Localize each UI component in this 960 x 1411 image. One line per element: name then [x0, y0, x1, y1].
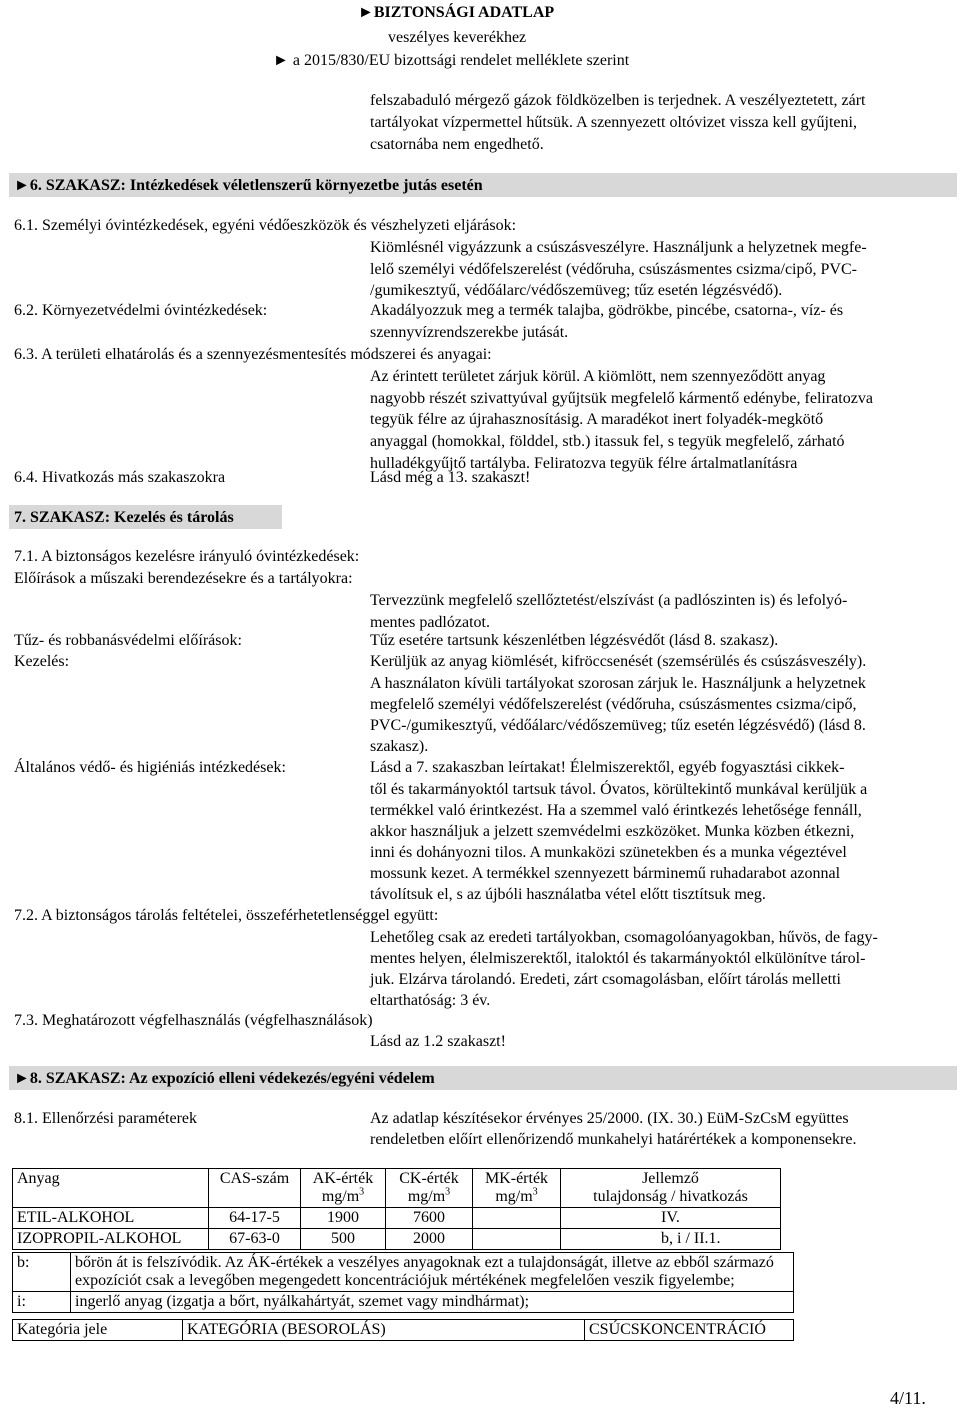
note-text: ingerlő anyag (izgatja a bőrt, nyálkahártyát, szemet vagy mindhármat);: [71, 1292, 794, 1313]
p61-line-3: /gumikesztyű, védőálarc/védőszemüveg; tűz esetén légzésvédő).: [370, 282, 783, 299]
hygiene-line-1: Lásd a 7. szakaszban leírtakat! Élelmiszerektől, egyéb fogyasztási cikkek-: [370, 759, 845, 776]
cell-ref: IV.: [561, 1208, 781, 1229]
fire-label: Tűz- és robbanásvédelmi előírások:: [14, 632, 242, 649]
hygiene-line-6: mossunk kezet. A termékkel szennyezett bárminemű ruhadarabot azonnal: [370, 865, 841, 882]
header-title: ►BIZTONSÁGI ADATLAP: [358, 4, 555, 21]
header-subtitle: veszélyes keverékhez: [388, 29, 527, 46]
category-table: [12, 1319, 794, 1341]
header-regulation: ► a 2015/830/EU bizottsági rendelet melléklete szerint: [273, 52, 630, 69]
th-mk: MK-érték $mg/m^3$: [473, 1169, 561, 1208]
p63-line-2: nagyobb részét szivattyúval gyűjtsük megfelelő kármentő edénybe, feliratozva: [370, 390, 873, 407]
category-label: Kategória jele: [13, 1320, 183, 1341]
handling-line-1: Kerüljük az anyag kiömlését, kifröccsenését (szemsérülés és csúszásveszély).: [370, 653, 867, 670]
section-6-title: ►6. SZAKASZ: Intézkedések véletlenszerű környezetbe jutás esetén: [14, 177, 483, 194]
p63-line-3: tegyük félre az újrahasznosításig. A maradékot inert folyadék-megkötő: [370, 411, 824, 428]
p72-label: 7.2. A biztonságos tárolás feltételei, összeférhetetlenséggel együtt:: [14, 907, 439, 924]
hygiene-label: Általános védő- és higiéniás intézkedések:: [14, 759, 286, 776]
note-key: b:: [13, 1253, 71, 1292]
category-row: [13, 1320, 794, 1341]
s5-line-3: csatornába nem engedhető.: [370, 136, 544, 153]
handling-label: Kezelés:: [14, 653, 70, 670]
th-cas: CAS-szám: [209, 1169, 301, 1208]
note-text: bőrön át is felszívódik. Az ÁK-értékek a veszélyes anyagoknak ezt a tulajdonságát, illetve az ebből származó expozíciót csak a levegőben megengedett koncentrációjuk mértékének megfelelően veszik figyelembe;: [71, 1253, 794, 1292]
cell-mk: [473, 1229, 561, 1250]
equip-label: Előírások a műszaki berendezésekre és a tartályokra:: [14, 570, 353, 587]
hygiene-line-2: től és takarmányoktól tartsuk távol. Óvatos, körültekintő munkával kerüljük a: [370, 781, 868, 798]
p72-line-4: eltarthatóság: 3 év.: [370, 992, 491, 1009]
note-key: i:: [13, 1292, 71, 1313]
table-row: [13, 1229, 781, 1250]
p63-line-4: anyaggal (homokkal, földdel, stb.) itassuk fel, s tegyük megfelelő, zárható: [370, 433, 845, 450]
equip-line-1: Tervezzünk megfelelő szellőztetést/elszívást (a padlószinten is) és lefolyó-: [370, 592, 848, 609]
section-7-title: 7. SZAKASZ: Kezelés és tárolás: [14, 509, 234, 526]
cell-cas: 64-17-5: [209, 1208, 301, 1229]
p72-line-1: Lehetőleg csak az eredeti tartályokban, csomagolóanyagokban, hűvös, de fagy-: [370, 929, 878, 946]
p62-label: 6.2. Környezetvédelmi óvintézkedések:: [14, 302, 268, 319]
p62-line-2: szennyvízrendszerekbe jutását.: [370, 324, 569, 341]
p73-label: 7.3. Meghatározott végfelhasználás (végfelhasználások): [14, 1012, 373, 1029]
cell-ck: 2000: [386, 1229, 473, 1250]
hygiene-line-3: termékkel való érintkezést. Ha a szemmel való érintkezés lehetősége fennáll,: [370, 802, 862, 819]
handling-line-2: A használaton kívüli tartályokat szorosan zárjuk le. Használjunk a helyzetnek: [370, 675, 866, 692]
cell-ak: 1900: [301, 1208, 386, 1229]
cell-mk: [473, 1208, 561, 1229]
table-row: [13, 1208, 781, 1229]
p61-line-1: Kiömlésnél vigyázzunk a csúszásveszélyre. Használjunk a helyzetnek megfe-: [370, 239, 867, 256]
table-header-row: [13, 1169, 781, 1208]
s5-line-2: tartályokat vízpermettel hűtsük. A szennyezett oltóvizet vissza kell gyűjteni,: [370, 114, 857, 131]
handling-line-5: szakasz).: [370, 738, 429, 755]
classification-label: KATEGÓRIA (BESOROLÁS): [183, 1320, 585, 1341]
p72-line-3: juk. Elzárva tárolandó. Eredeti, zárt csomagolásban, előírt tárolás melletti: [370, 971, 841, 988]
th-substance: Anyag: [13, 1169, 209, 1208]
cell-name: ETIL-ALKOHOL: [13, 1208, 209, 1229]
p81-line-2: rendeletben előírt ellenőrizendő munkahelyi határértékek a komponensekre.: [370, 1131, 857, 1148]
note-row: [13, 1292, 794, 1313]
p81-label: 8.1. Ellenőrzési paraméterek: [14, 1110, 198, 1127]
p63-label: 6.3. A területi elhatárolás és a szennyezésmentesítés módszerei és anyagai:: [14, 346, 492, 363]
p63-line-1: Az érintett területet zárjuk körül. A kiömlött, nem szennyeződött anyag: [370, 368, 826, 385]
p73-text: Lásd az 1.2 szakaszt!: [370, 1033, 506, 1050]
p61-label: 6.1. Személyi óvintézkedések, egyéni védőeszközök és vészhelyzeti eljárások:: [14, 217, 517, 234]
p63-line-5: hulladékgyűjtő tartályba. Feliratozva tegyük félre ártalmatlanításra: [370, 455, 798, 472]
cell-ak: 500: [301, 1229, 386, 1250]
handling-line-4: PVC-/gumikesztyű, védőálarc/védőszemüveg; tűz esetén légzésvédő) (lásd 8.: [370, 717, 866, 734]
th-characteristic: Jellemző tulajdonság / hivatkozás: [561, 1169, 781, 1208]
cell-name: IZOPROPIL-ALKOHOL: [13, 1229, 209, 1250]
s5-line-1: felszabaduló mérgező gázok földközelben is terjednek. A veszélyeztetett, zárt: [370, 92, 866, 109]
p71-label: 7.1. A biztonságos kezelésre irányuló óvintézkedések:: [14, 548, 360, 565]
note-row: [13, 1253, 794, 1292]
p62-line-1: Akadályozzuk meg a termék talajba, gödrökbe, pincébe, csatorna-, víz- és: [370, 302, 844, 319]
p72-line-2: mentes helyen, élelmiszerektől, italoktól és takarmányoktól elkülönítve tárol-: [370, 950, 866, 967]
hygiene-line-4: akkor használjuk a jelzett szemvédelmi eszközöket. Munka közben étkezni,: [370, 823, 855, 840]
hygiene-line-7: távolítsuk el, s az újbóli használatba vétel előtt tisztítsuk meg.: [370, 886, 766, 903]
equip-line-2: mentes padlózatot.: [370, 614, 490, 631]
th-ck: CK-érték $mg/m^3$: [386, 1169, 473, 1208]
cell-ref: b, i / II.1.: [561, 1229, 781, 1250]
peak-label: CSÚCSKONCENTRÁCIÓ: [585, 1320, 794, 1341]
p64-text: Lásd még a 13. szakaszt!: [370, 469, 531, 486]
th-ak: AK-érték $mg/m^3$: [301, 1169, 386, 1208]
section-8-title: ►8. SZAKASZ: Az expozíció elleni védekezés/egyéni védelem: [14, 1070, 435, 1087]
exposure-limits-table: [12, 1168, 781, 1250]
handling-line-3: megfelelő személyi védőfelszerelést (védőruha, csúszásmentes csizma/cipő,: [370, 696, 857, 713]
fire-text: Tűz esetére tartsunk készenlétben légzésvédőt (lásd 8. szakasz).: [370, 632, 779, 649]
cell-cas: 67-63-0: [209, 1229, 301, 1250]
cell-ck: 7600: [386, 1208, 473, 1229]
p64-label: 6.4. Hivatkozás más szakaszokra: [14, 469, 226, 486]
p81-line-1: Az adatlap készítésekor érvényes 25/2000. (IX. 30.) EüM-SzCsM együttes: [370, 1110, 849, 1127]
p61-line-2: lelő személyi védőfelszerelést (védőruha, csúszásmentes csizma/cipő, PVC-: [370, 261, 857, 278]
page-number: 4/11.: [890, 1388, 926, 1408]
hygiene-line-5: inni és dohányozni tilos. A munkaközi szünetekben és a munka végeztével: [370, 844, 847, 861]
notes-table: [12, 1252, 794, 1313]
